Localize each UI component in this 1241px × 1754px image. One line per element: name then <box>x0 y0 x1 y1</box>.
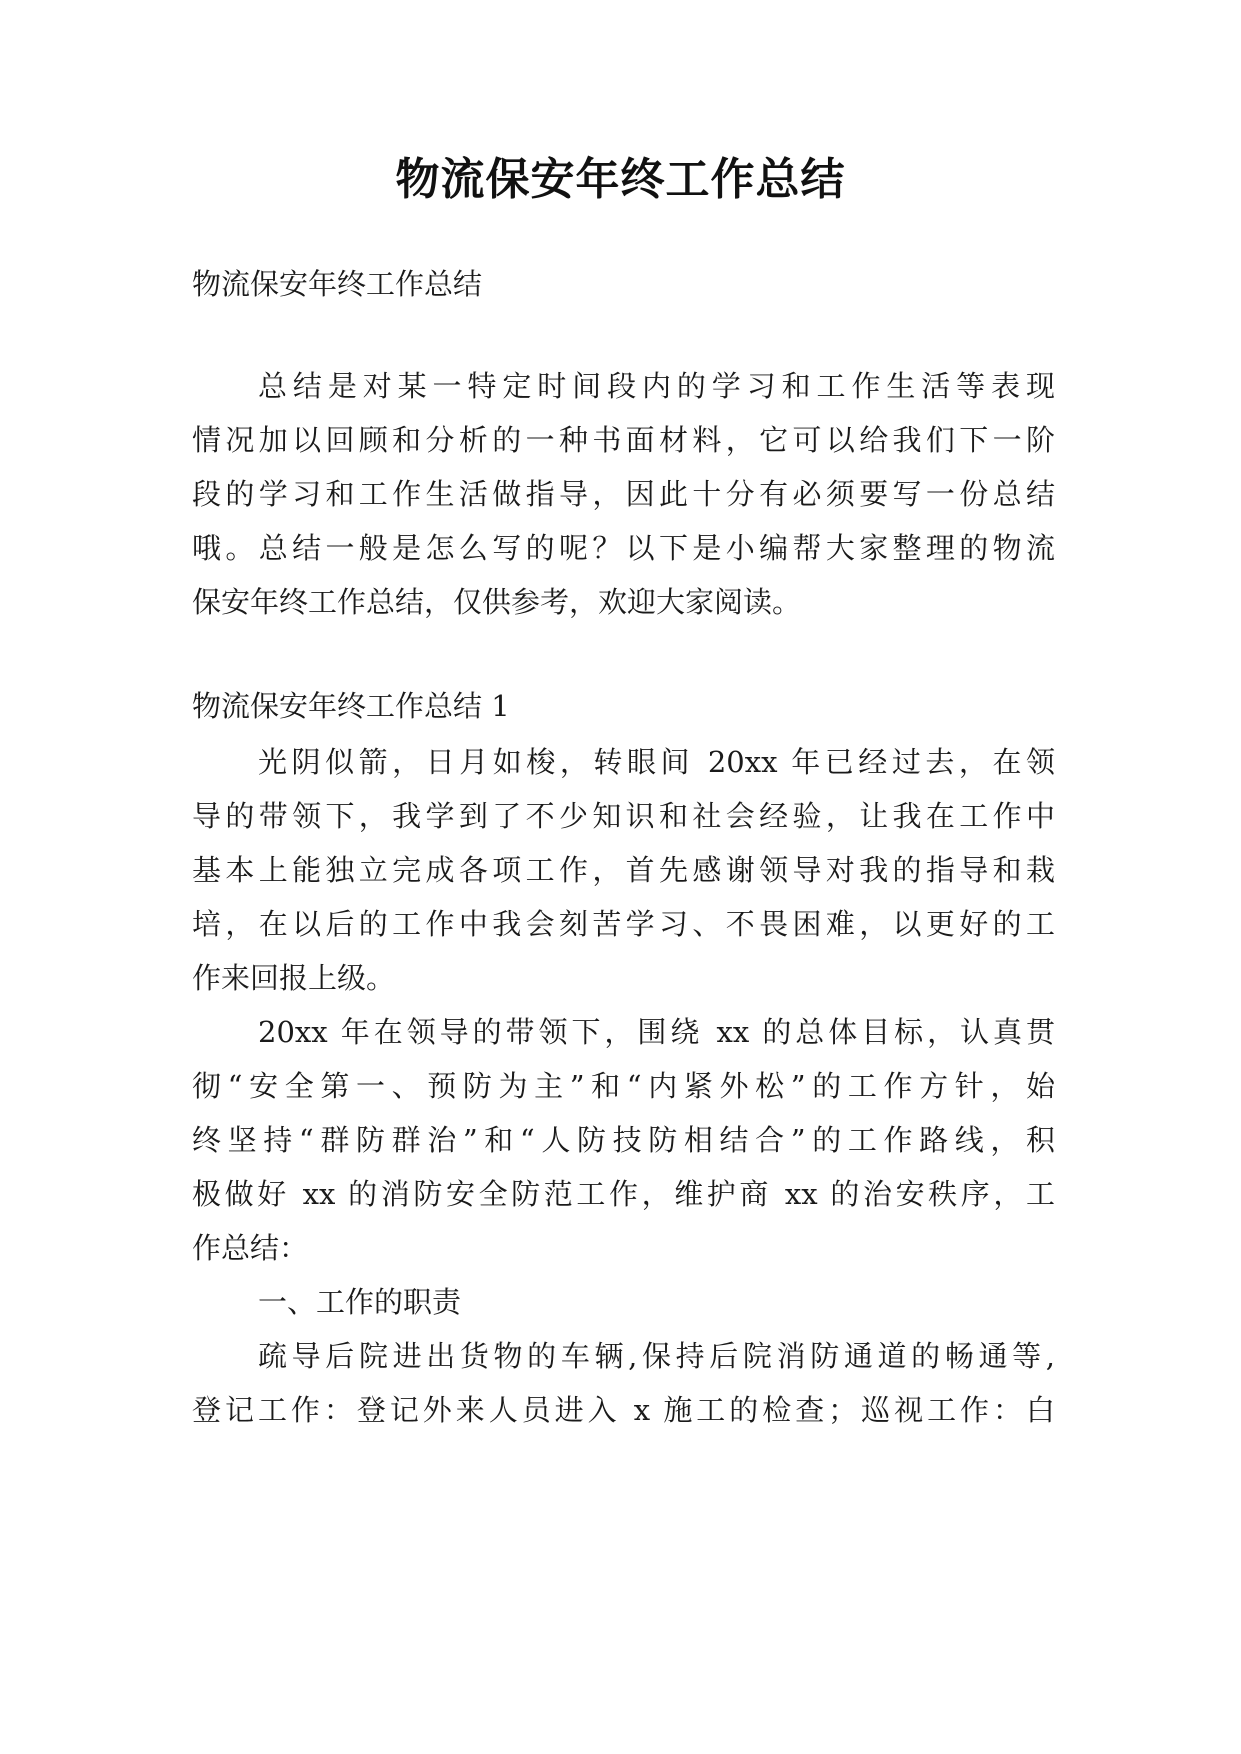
paragraph-line: 极做好 xx 的消防安全防范工作，维护商 xx 的治安秩序，工 <box>192 1177 1055 1211</box>
intro-line: 哦。总结一般是怎么写的呢？以下是小编帮大家整理的物流 <box>192 531 1055 565</box>
document-subtitle: 物流保安年终工作总结 <box>192 267 483 301</box>
intro-line: 总结是对某一特定时间段内的学习和工作生活等表现 <box>258 369 1055 403</box>
intro-line: 段的学习和工作生活做指导，因此十分有必须要写一份总结 <box>192 477 1055 511</box>
paragraph-line: 登记工作：登记外来人员进入 x 施工的检查；巡视工作：白 <box>192 1393 1055 1427</box>
paragraph-line: 光阴似箭，日月如梭，转眼间 20xx 年已经过去，在领 <box>258 745 1055 779</box>
paragraph-line: 作总结： <box>192 1231 309 1265</box>
document-title: 物流保安年终工作总结 <box>395 154 846 205</box>
sub-heading: 一、工作的职责 <box>258 1285 462 1319</box>
paragraph-line: 彻“安全第一、预防为主”和“内紧外松”的工作方针，始 <box>192 1069 1055 1103</box>
paragraph-line: 作来回报上级。 <box>192 961 396 995</box>
paragraph-line: 20xx 年在领导的带领下，围绕 xx 的总体目标，认真贯 <box>258 1015 1055 1049</box>
paragraph-line: 终坚持“群防群治”和“人防技防相结合”的工作路线，积 <box>192 1123 1055 1157</box>
intro-line: 情况加以回顾和分析的一种书面材料，它可以给我们下一阶 <box>192 423 1055 457</box>
section-heading: 物流保安年终工作总结 1 <box>192 689 510 723</box>
intro-line: 保安年终工作总结，仅供参考，欢迎大家阅读。 <box>192 585 802 619</box>
paragraph-line: 培，在以后的工作中我会刻苦学习、不畏困难，以更好的工 <box>192 907 1055 941</box>
paragraph-line: 导的带领下，我学到了不少知识和社会经验，让我在工作中 <box>192 799 1055 833</box>
paragraph-line: 基本上能独立完成各项工作，首先感谢领导对我的指导和栽 <box>192 853 1055 887</box>
paragraph-line: 疏导后院进出货物的车辆,保持后院消防通道的畅通等, <box>258 1339 1055 1373</box>
